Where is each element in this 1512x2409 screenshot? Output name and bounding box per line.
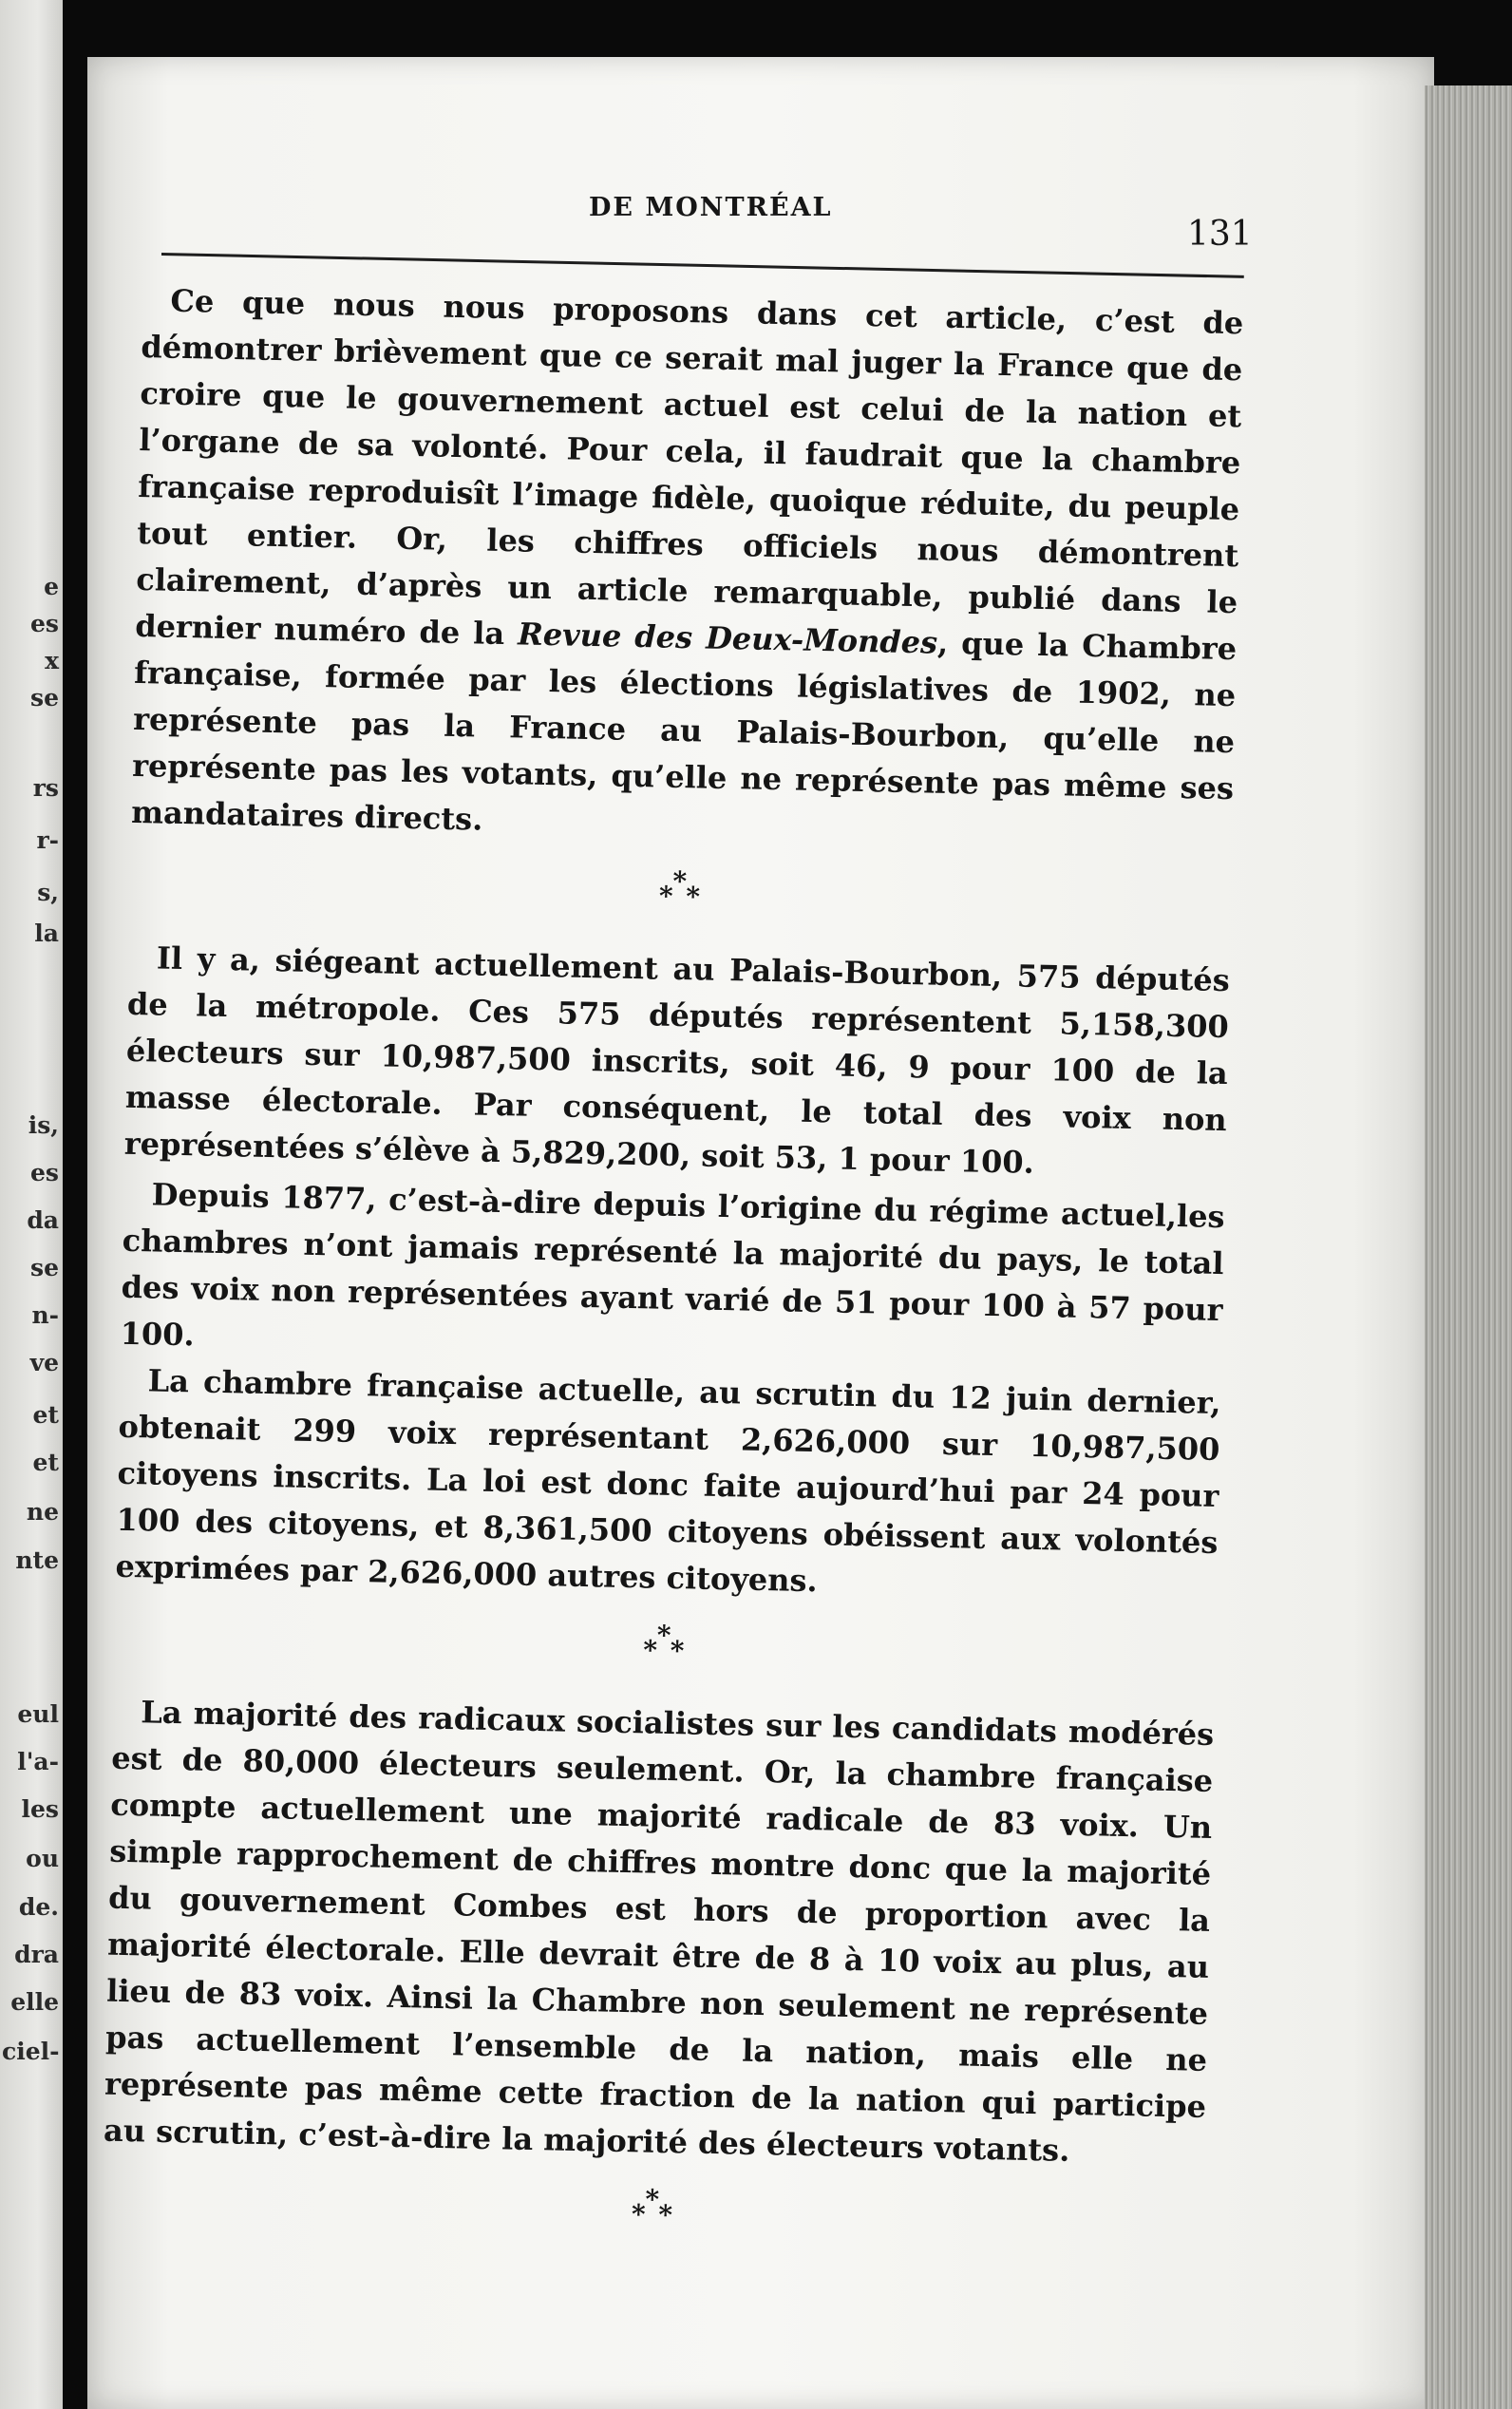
paragraph bbox=[131, 277, 1244, 859]
facing-page-fragment: s, bbox=[37, 879, 59, 906]
paragraph: Il y a, siégeant actuellement au Palais-Bourbon, 575 députés de la métropole. Ces 575 députés représentent 5,158,300 électeurs sur 10,987,500 inscrits, soit 46, 9 pour 100 de la masse électorale. Par conséquent, le total des voix non représentées s’élève à 5,829,200, soit 53, 1 pour 100. bbox=[123, 939, 1231, 1181]
facing-page-fragment: e bbox=[44, 573, 59, 600]
facing-page-fragment: elle bbox=[10, 1988, 59, 2016]
facing-page-fragment: es bbox=[30, 1159, 59, 1186]
facing-page-fragment: ou bbox=[26, 1845, 59, 1872]
facing-page-fragment: la bbox=[34, 920, 59, 947]
paragraph-text: , que la Chambre française, formée par les élections législatives de 1902, ne représente pas la France au Palais-Bourbon, qu’elle ne représente pas les votants, qu’elle ne représente pas même ses mandataires directs. bbox=[130, 624, 1238, 838]
page-number: 131 bbox=[1187, 215, 1253, 254]
paragraph: La majorité des radicaux socialistes sur les candidats modérés est de 80,000 électeurs seulement. Or, la chambre française compte actuellement une majorité radicale de 83 voix. Un simple rapprochement de chiffres montre donc que la majorité du gouvernement Combes est hors de proportion avec la majorité électorale. Elle devrait être de 8 à 10 voix au plus, au lieu de 83 voix. Ainsi la Chambre non seulement ne représente pas actuellement l’ensemble de la nation, mais elle ne représente pas même cette fraction de la nation qui participe au scrutin, c’est-à-dire la majorité des électeurs votants. bbox=[103, 1694, 1215, 2169]
asterism: * * * bbox=[632, 2201, 675, 2229]
facing-page-fragment: r- bbox=[36, 826, 59, 854]
paragraph: Depuis 1877, c’est-à-dire depuis l’origine du régime actuel,les chambres n’ont jamais représenté la majorité du pays, le total des voix non représentées ayant varié de 51 pour 100 à 57 pour 100. bbox=[120, 1176, 1225, 1354]
journal-title: Revue des Deux-Mondes bbox=[517, 616, 938, 661]
paragraph: La chambre française actuelle, au scrutin du 12 juin dernier, obtenait 299 voix représentant 2,626,000 sur 10,987,500 citoyens inscrits. La loi est donc faite aujourd’hui par 24 pour 100 des citoyens, et 8,361,500 citoyens obéissent aux volontés exprimées par 2,626,000 autres citoyens. bbox=[115, 1362, 1221, 1600]
facing-page-fragment: les bbox=[21, 1795, 59, 1823]
facing-page-fragment: es bbox=[30, 610, 59, 637]
facing-page-fragment: l'a- bbox=[17, 1748, 59, 1775]
facing-page-fragment: nte bbox=[15, 1546, 59, 1574]
facing-page-fragment: ne bbox=[26, 1498, 59, 1526]
asterism: * * * bbox=[659, 883, 703, 911]
facing-page-fragment: rs bbox=[32, 774, 59, 802]
facing-page-fragment: se bbox=[30, 684, 59, 711]
page-edges bbox=[1425, 85, 1512, 2409]
facing-page-fragment: se bbox=[30, 1254, 59, 1281]
asterism: * * * bbox=[643, 1637, 687, 1664]
facing-page-fragment: ve bbox=[29, 1349, 59, 1376]
facing-page-fragment: et bbox=[32, 1449, 59, 1476]
facing-page-fragment: is, bbox=[28, 1111, 59, 1139]
facing-page-fragment: et bbox=[32, 1401, 59, 1429]
body-text bbox=[101, 277, 1243, 2276]
facing-page-fragment: da bbox=[27, 1206, 59, 1234]
facing-page-fragment: ciel- bbox=[2, 2038, 60, 2065]
running-head: DE MONTRÉAL bbox=[589, 193, 833, 222]
facing-page-fragment: de. bbox=[18, 1893, 59, 1921]
facing-page-fragment: x bbox=[45, 647, 59, 674]
paragraph-text: Ce que nous nous proposons dans cet article, c’est de démontrer brièvement que ce serait mal juger la France que de croire que le gouvernement actuel est celui de la nation et l’organe de sa volonté. Pour cela, il faudrait que la chambre française reproduisît l’image fidèle, quoique réduite, du peuple tout entier. Or, les chiffres officiels nous démontrent clairement, d’après un article remarquable, publié dans le dernier numéro de la bbox=[134, 282, 1244, 653]
facing-page-fragment: eul bbox=[17, 1700, 59, 1728]
facing-page-fragment: dra bbox=[14, 1941, 59, 1968]
facing-page bbox=[0, 0, 63, 2409]
facing-page-fragment: n- bbox=[31, 1301, 59, 1329]
